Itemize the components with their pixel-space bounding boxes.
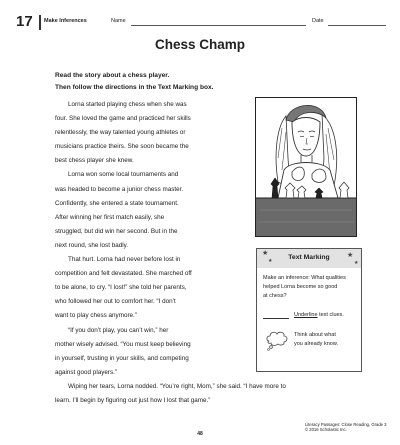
- skill-label: Make Inferences: [44, 18, 87, 24]
- underline-sample-line: [263, 318, 289, 319]
- instruction-line: Then follow the directions in the Text Marking box.: [55, 83, 214, 91]
- story-line: struggled, but did win her second. But in the: [55, 227, 178, 235]
- underline-instruction: [294, 312, 344, 318]
- story-line: in yourself, trusting in your skills, and competing: [55, 354, 189, 362]
- footer-line: © 2016 Scholastic Inc.: [305, 427, 347, 432]
- story-line: four. She loved the game and practiced her skills: [55, 115, 191, 123]
- text-marking-box: [256, 248, 362, 372]
- girl-chess-illustration: [255, 97, 357, 237]
- star-icon: ★: [347, 252, 354, 259]
- story-line: next round, she lost badly.: [55, 241, 129, 249]
- story-line: to be alone, to cry. “I lost!” she told her parents,: [55, 284, 187, 292]
- header-divider: [39, 15, 41, 30]
- story-line: “If you don’t play, you can’t win,” her: [68, 326, 169, 334]
- story-line: Lorna started playing chess when she was: [68, 101, 187, 108]
- instruction-line: Read the story about a chess player.: [55, 72, 170, 79]
- story-line: best chess player she knew.: [55, 157, 134, 165]
- story-line: competition and felt devastated. She marched off: [55, 270, 192, 278]
- date-line[interactable]: [328, 25, 386, 26]
- story-line: relentlessly, the way talented young athletes or: [55, 129, 186, 137]
- text-marking-header: [257, 249, 361, 268]
- inference-question: [263, 274, 358, 301]
- instructions: [55, 70, 214, 93]
- underline-word: Underline: [294, 312, 318, 318]
- story-line: Wiping her tears, Lorna nodded. “You’re right, Mom,” she said. “I have more to: [68, 382, 286, 390]
- story-line: mother wisely advised. “You must keep believing: [55, 340, 191, 348]
- story-line: learn. I’ll begin by figuring out just how I lost that game.”: [55, 396, 211, 404]
- date-label: Date: [312, 18, 324, 24]
- footer-line: Literacy Passages: Close Reading, Grade 3: [305, 422, 387, 427]
- story-line: After winning her first match easily, she: [55, 213, 165, 221]
- question-line: at chess?: [263, 293, 287, 299]
- text-marking-title: Text Marking: [288, 254, 330, 261]
- thought-cloud-icon: [265, 331, 289, 356]
- name-label: Name: [111, 18, 126, 24]
- page-header: [14, 15, 386, 29]
- story-line: Lorna won some local tournaments and: [68, 171, 179, 179]
- think-line: you already know.: [294, 341, 339, 347]
- story-line: That hurt. Lorna had never before lost in: [68, 256, 181, 264]
- story-line: was headed to become a junior chess master.: [55, 185, 184, 193]
- story-line: want to play chess anymore.”: [55, 312, 137, 320]
- story-line: against good players.”: [55, 368, 117, 376]
- star-icon: ★: [354, 260, 359, 266]
- page-number: 48: [197, 431, 203, 437]
- think-instruction: [294, 331, 338, 349]
- story-line: Confidently, she entered a state tournament.: [55, 199, 179, 207]
- story-line: musicians practice theirs. She soon became the: [55, 143, 189, 151]
- page-title: Chess Champ: [154, 37, 246, 52]
- star-icon: ★: [268, 258, 273, 264]
- question-line: helped Lorna become so good: [263, 284, 338, 290]
- name-line[interactable]: [131, 25, 306, 26]
- story-line: who followed her out to comfort her. “I don’t: [55, 298, 176, 306]
- star-icon: ★: [262, 250, 269, 257]
- underline-rest: text clues.: [317, 312, 344, 318]
- question-line: Make an inference: What qualities: [263, 275, 346, 281]
- illustration-drawing: [256, 98, 356, 236]
- lesson-number: 17: [16, 13, 33, 30]
- think-line: Think about what: [294, 332, 336, 338]
